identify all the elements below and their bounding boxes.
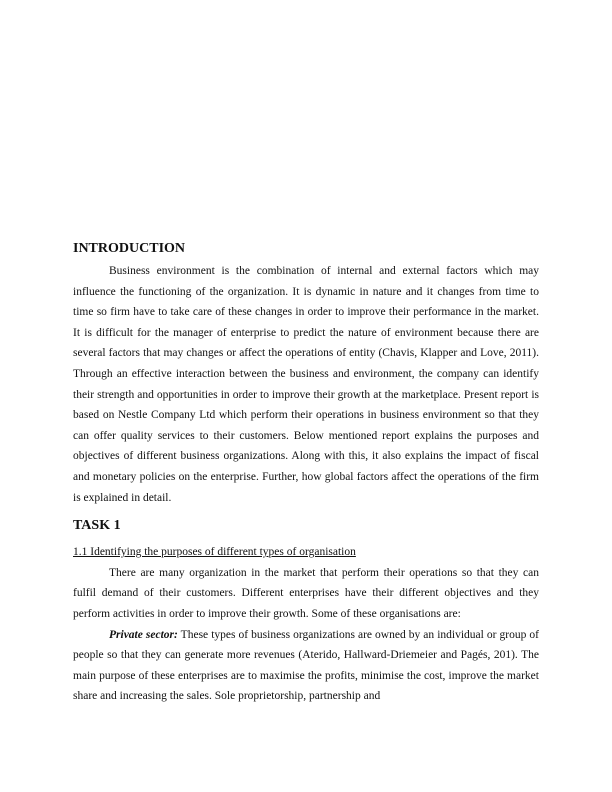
introduction-paragraph: Business environment is the combination of internal and external factors which may influence the functioning of the organization. It is dynamic in nature and it changes from time to time so firm have to take care of these changes in order to improve their performance in the market. It is difficult for the manager of enterprise to predict the nature of environment because there are several factors that may changes or affect the operations of entity (Chavis, Klapper and Love, 2011). Through an effective interaction between the business and environment, the company can identify their strength and opportunities in order to improve their growth at the marketplace. Present report is based on Nestle Company Ltd which perform their operations in business environment so that they can offer quality services to their customers. Below mentioned report explains the purposes and objectives of different business organizations. Along with this, it also explains the impact of fiscal and monetary policies on the enterprise. Further, how global factors affect the operations of the firm is explained in detail.: [73, 265, 539, 504]
task1-subheading: 1.1 Identifying the purposes of different types of organisation: [73, 546, 356, 559]
private-sector-text: These types of business organizations are owned by an individual or group of people so that they can generate more revenues (Aterido, Hallward-Driemeier and Pagés, 201). The main purpose of these enterprises are to maximise the profits, minimise the cost, improve the market share and increasing the sales. Sole proprietorship, partnership and: [73, 628, 539, 703]
private-sector-paragraph: [73, 625, 539, 707]
task1-paragraph: There are many organization in the market that perform their operations so that they can fulfil demand of their customers. Different enterprises have their different objectives and they perform activities in order to improve their growth. Some of these organisations are:: [73, 566, 539, 620]
task1-heading: TASK 1: [73, 518, 121, 534]
introduction-heading: INTRODUCTION: [73, 241, 186, 256]
document-body: [73, 239, 539, 707]
private-sector-term: Private sector:: [109, 628, 178, 641]
